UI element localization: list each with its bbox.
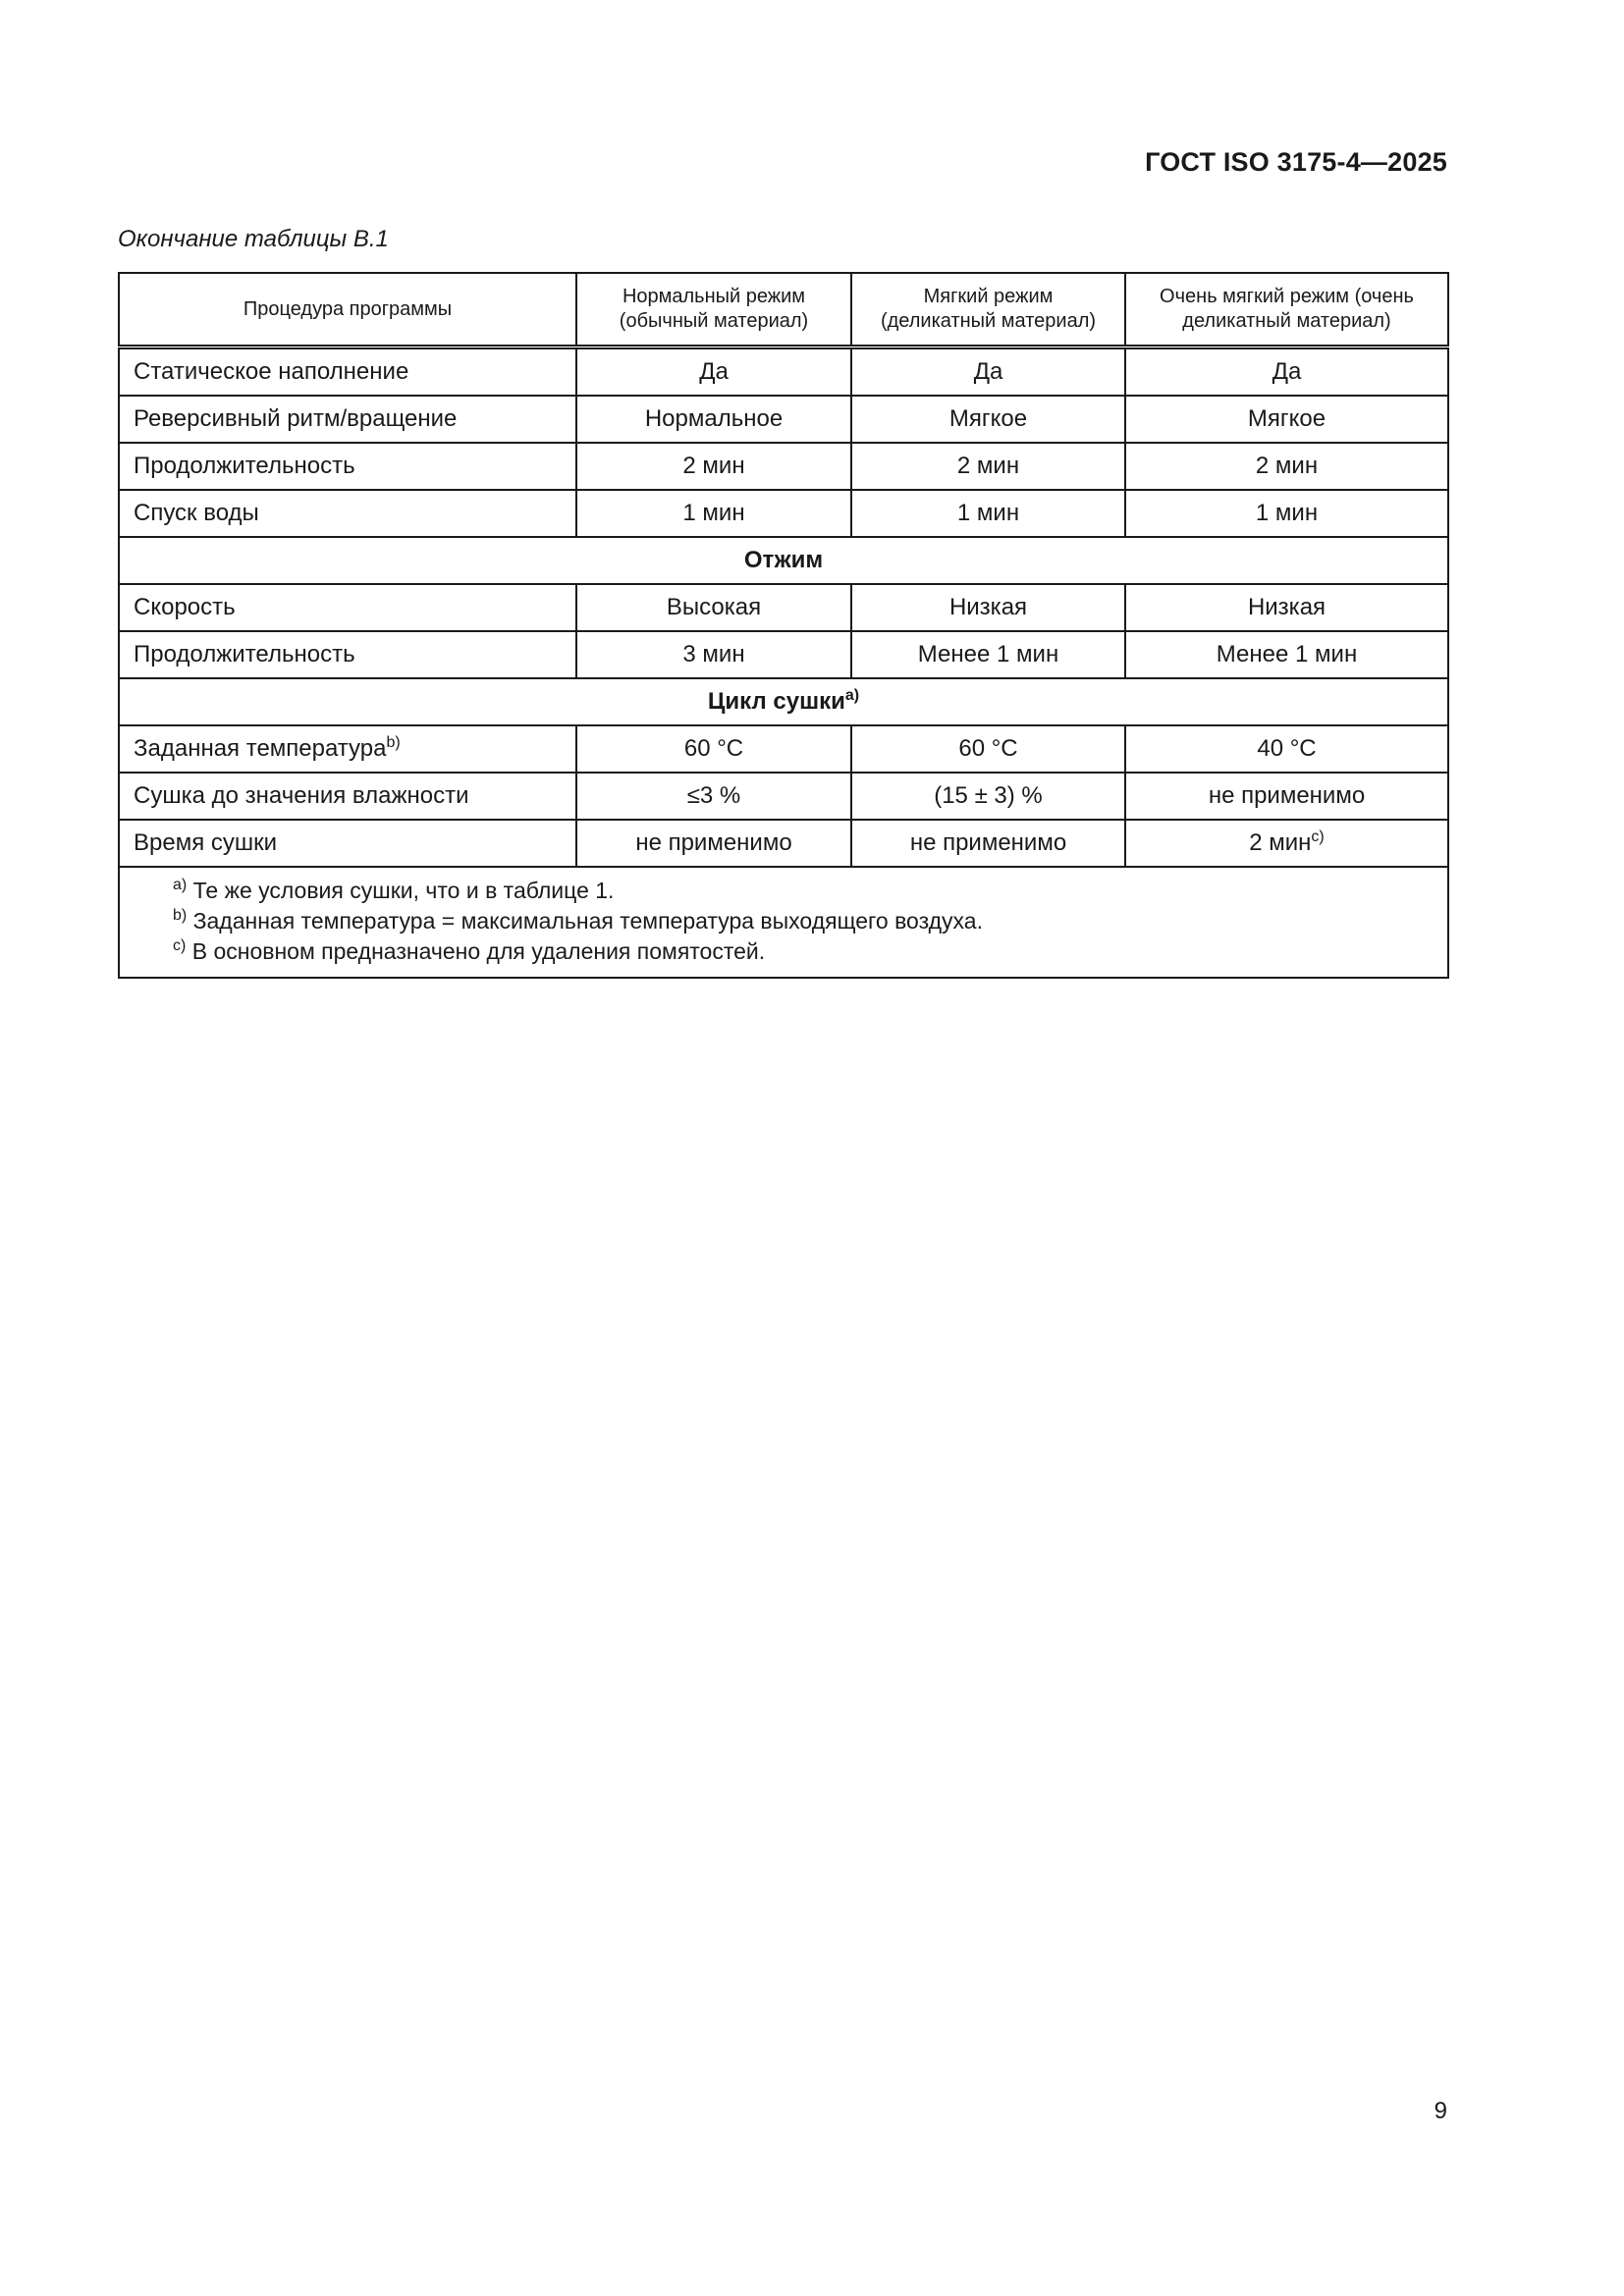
footnote-mark: a): [173, 877, 188, 893]
cell-soft: (15 ± 3) %: [851, 773, 1125, 820]
cell-normal: 3 мин: [576, 631, 851, 678]
footnotes-row: [119, 867, 1448, 978]
cell-normal: Да: [576, 347, 851, 397]
footnote-mark: c): [1311, 828, 1325, 845]
row-label: Продолжительность: [119, 631, 576, 678]
section-heading-dry: [119, 678, 1448, 725]
table-row: [119, 443, 1448, 490]
cell-very-soft: 1 мин: [1125, 490, 1448, 537]
row-label: Продолжительность: [119, 443, 576, 490]
column-header-soft: Мягкий режим (деликатный материал): [851, 273, 1125, 347]
cell-very-soft: Мягкое: [1125, 396, 1448, 443]
footnote-mark: b): [386, 733, 401, 751]
footnote-text: Заданная температура = максимальная температура выходящего воздуха.: [187, 908, 983, 934]
table-row: [119, 773, 1448, 820]
table-caption: Окончание таблицы В.1: [118, 226, 389, 252]
row-label-text: Заданная температура: [134, 734, 387, 762]
table-row: [119, 631, 1448, 678]
cell-very-soft: не применимо: [1125, 773, 1448, 820]
table-row: [119, 725, 1448, 773]
section-dry-label: Цикл сушки: [707, 687, 845, 715]
cell-soft: Низкая: [851, 584, 1125, 631]
row-label: Спуск воды: [119, 490, 576, 537]
table-row: [119, 347, 1448, 397]
cell-normal: Высокая: [576, 584, 851, 631]
row-label: Статическое наполнение: [119, 347, 576, 397]
cell-normal: ≤3 %: [576, 773, 851, 820]
cell-soft: Мягкое: [851, 396, 1125, 443]
section-heading-spin: Отжим: [119, 537, 1448, 584]
footnote-text: Те же условия сушки, что и в таблице 1.: [187, 878, 615, 903]
cell-normal: Нормальное: [576, 396, 851, 443]
row-label: [119, 725, 576, 773]
cell-very-soft: Да: [1125, 347, 1448, 397]
footnote-mark: a): [844, 686, 860, 704]
section-row-dry: [119, 678, 1448, 725]
cell-soft: 60 °C: [851, 725, 1125, 773]
row-label: Время сушки: [119, 820, 576, 867]
footnote-text: В основном предназначено для удаления помятостей.: [186, 938, 766, 964]
footnote-mark: c): [173, 937, 187, 954]
cell-soft: Да: [851, 347, 1125, 397]
table-row: [119, 820, 1448, 867]
table-row: [119, 490, 1448, 537]
cell-value: 2 мин: [1249, 828, 1312, 856]
table-header-row: [119, 273, 1448, 347]
cell-soft: 2 мин: [851, 443, 1125, 490]
column-header-procedure: Процедура программы: [119, 273, 576, 347]
cell-very-soft: 2 мин: [1125, 443, 1448, 490]
cell-very-soft: 40 °C: [1125, 725, 1448, 773]
table-row: [119, 396, 1448, 443]
column-header-very-soft: Очень мягкий режим (очень деликатный материал): [1125, 273, 1448, 347]
cell-normal: не применимо: [576, 820, 851, 867]
row-label: Реверсивный ритм/вращение: [119, 396, 576, 443]
cell-normal: 1 мин: [576, 490, 851, 537]
page-number: 9: [1434, 2098, 1447, 2124]
cell-soft: 1 мин: [851, 490, 1125, 537]
cell-soft: Менее 1 мин: [851, 631, 1125, 678]
cell-normal: 60 °C: [576, 725, 851, 773]
table-container: [118, 272, 1447, 979]
footnote-mark: b): [173, 907, 188, 924]
column-header-normal: Нормальный режим (обычный материал): [576, 273, 851, 347]
footnote-a: [173, 876, 1394, 906]
row-label: Скорость: [119, 584, 576, 631]
document-header: ГОСТ ISO 3175-4—2025: [1145, 147, 1447, 177]
cell-very-soft: Низкая: [1125, 584, 1448, 631]
cell-normal: 2 мин: [576, 443, 851, 490]
table-row: [119, 584, 1448, 631]
table-footnotes: [119, 867, 1448, 978]
cell-very-soft: [1125, 820, 1448, 867]
footnote-c: [173, 936, 1394, 967]
program-procedure-table: [118, 272, 1449, 979]
row-label: Сушка до значения влажности: [119, 773, 576, 820]
footnote-b: [173, 906, 1394, 936]
cell-soft: не применимо: [851, 820, 1125, 867]
cell-very-soft: Менее 1 мин: [1125, 631, 1448, 678]
section-row-spin: [119, 537, 1448, 584]
